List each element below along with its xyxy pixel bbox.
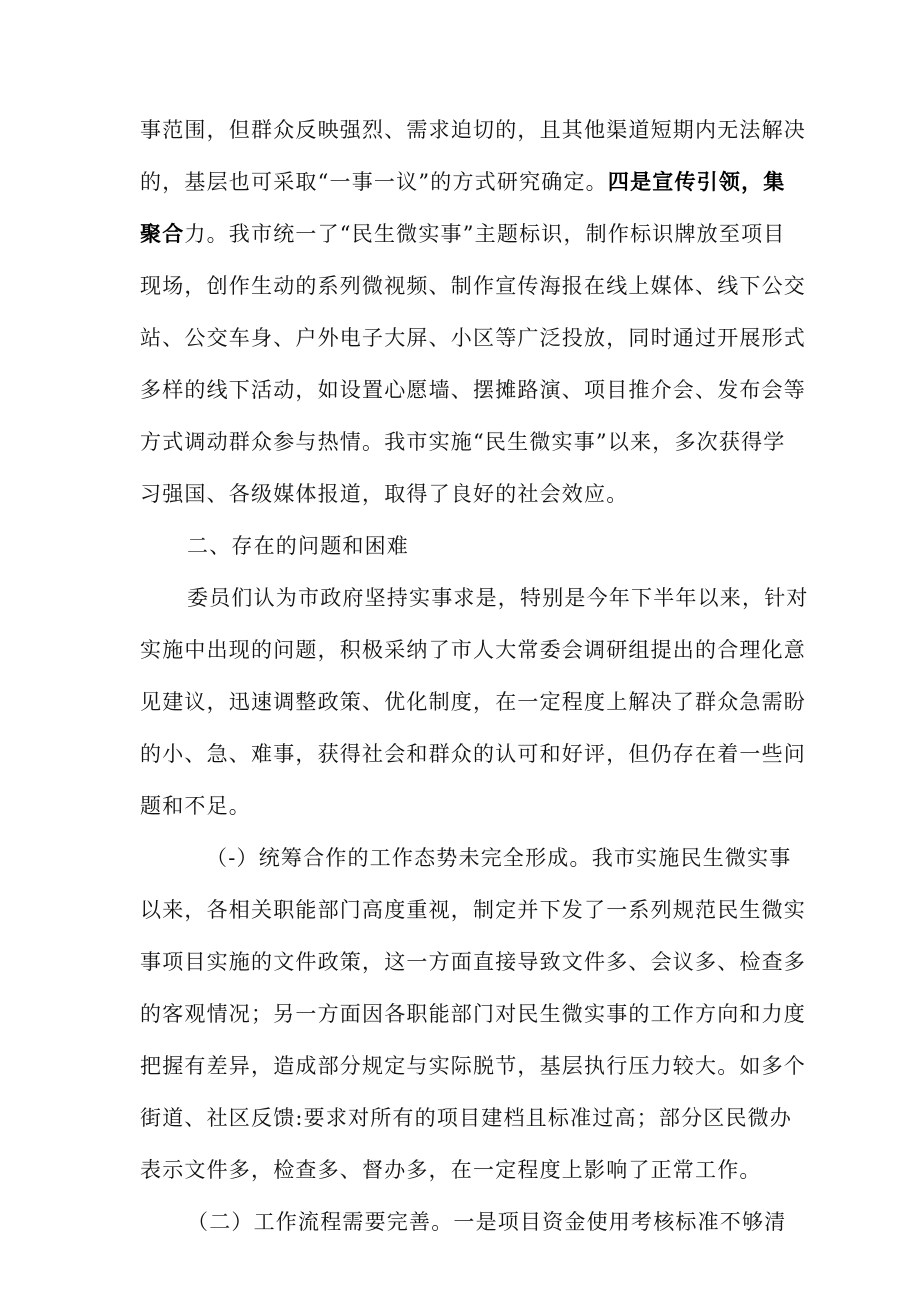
para1-line4: 现场，创作生动的系列微视频、制作宣传海报在线上媒体、线下公交 — [140, 274, 806, 298]
para1-line1: 事范围，但群众反映强烈、需求迫切的，且其他渠道短期内无法解决 — [140, 118, 806, 142]
para1-line2 — [140, 162, 786, 202]
para3-line1: （-）统筹合作的工作态势未完全形成。我市实施民生微实事 — [206, 846, 792, 870]
para3-line5: 把握有差异，造成部分规定与实际脱节，基层执行压力较大。如多个 — [140, 1054, 806, 1078]
para2-line5: 题和不足。 — [140, 794, 251, 818]
para3-line4: 的客观情况；另一方面因各职能部门对民生微实事的工作方向和力度 — [140, 1002, 806, 1026]
para1-bold-heading-part2: 聚合 — [140, 221, 185, 246]
para2-line4: 的小、急、难事，获得社会和群众的认可和好评，但仍存在着一些问 — [140, 742, 806, 766]
para4-line1: （二）工作流程需要完善。一是项目资金使用考核标准不够清 — [187, 1210, 787, 1234]
para1-line2-text: 的，基层也可采取“一事一议”的方式研究确定。 — [140, 170, 608, 194]
para1-line3-text: 力。我市统一了“民生微实事”主题标识，制作标识牌放至项目 — [184, 222, 786, 246]
para3-line3: 事项目实施的文件政策，这一方面直接导致文件多、会议多、检查多 — [140, 950, 806, 974]
para1-bold-heading-part1: 四是宣传引领，集 — [607, 169, 786, 194]
para1-line5: 站、公交车身、户外电子大屏、小区等广泛投放，同时通过开展形式 — [140, 326, 806, 350]
para3-line7: 表示文件多，检查多、督办多，在一定程度上影响了正常工作。 — [140, 1158, 762, 1182]
para2-line3: 见建议，迅速调整政策、优化制度，在一定程度上解决了群众急需盼 — [140, 690, 806, 714]
para3-line6: 街道、社区反馈:要求对所有的项目建档且标准过高；部分区民微办 — [140, 1106, 793, 1130]
para3-line2: 以来，各相关职能部门高度重视，制定并下发了一系列规范民生微实 — [140, 898, 806, 922]
para1-line6: 多样的线下活动，如设置心愿墙、摆摊路演、项目推介会、发布会等 — [140, 378, 806, 402]
para2-line2: 实施中出现的问题，积极采纳了市人大常委会调研组提出的合理化意 — [140, 638, 806, 662]
para1-line7: 方式调动群众参与热情。我市实施“民生微实事”以来，多次获得学 — [140, 430, 786, 454]
para1-line8: 习强国、各级媒体报道，取得了良好的社会效应。 — [140, 482, 629, 506]
para2-line1: 委员们认为市政府坚持实事求是，特别是今年下半年以来，针对 — [187, 586, 809, 610]
section-heading: 二、存在的问题和困难 — [187, 534, 409, 558]
para1-line3 — [140, 214, 786, 254]
